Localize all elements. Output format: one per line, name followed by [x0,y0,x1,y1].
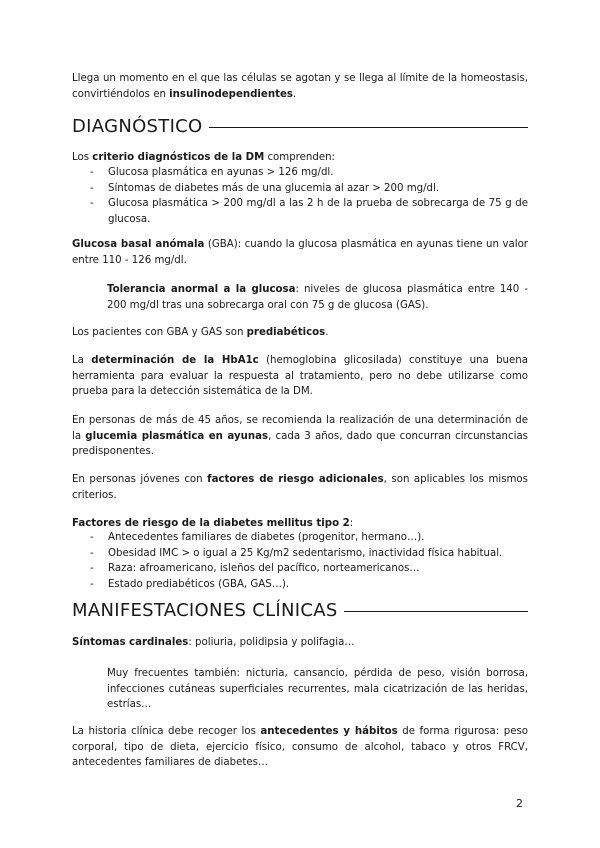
cardinales-paragraph [72,635,528,651]
bold-text: prediabéticos [246,327,326,338]
factores-list [90,530,528,592]
list-dash: - [90,578,94,590]
text: comprenden: [264,152,335,163]
text: La [72,355,92,366]
bold-text: criterio diagnósticos de la DM [92,152,265,163]
list-item-text: Glucosa plasmática en ayunas > 126 mg/dl. [108,167,334,178]
text: : niveles de glucosa plasmática entre 140 - 200 mg/dl tras una sobrecarga oral con 75 g de glucosa (GAS). [107,284,529,311]
page-number: 2 [516,797,523,810]
bold-text: antecedentes y hábitos [260,726,398,737]
text: de forma rigurosa: peso corporal, tipo de dieta, ejercicio físico, consumo de alcohol, tabaco y otros FRCV, antecedentes familiares de diabetes… [72,726,529,768]
text: En personas de más de 45 años, se recomienda la realización de una determinación de la [72,415,528,442]
list-item [90,196,528,227]
prediabeticos-paragraph [72,325,528,341]
bold-text: Glucosa basal anómala [72,239,205,250]
text: (hemoglobina glicosilada) constituye una buena herramienta para evaluar la respuesta al tratamiento, pero no debe utilizarse como prueba para la detección sistemática de la DM. [72,355,528,397]
text: : [349,518,354,529]
text: : poliuria, polidipsia y polifagia… [188,637,355,648]
list-item [90,181,528,197]
list-item [90,165,528,181]
list-item-text: Glucosa plasmática > 200 mg/dl a las 2 h de la prueba de sobrecarga de 75 g de glucosa. [108,198,528,225]
tag-paragraph [107,282,528,313]
list-item-text: Raza: afroamericano, isleños del pacífico, norteamericanos… [108,563,420,574]
criterios-list [90,165,528,227]
list-item [90,530,528,546]
list-item [90,577,528,593]
bold-text: factores de riesgo adicionales [207,474,384,485]
section-heading-manifestaciones [72,600,528,622]
intro-bold: insulinodependientes [169,88,293,100]
list-item-text: Antecedentes familiares de diabetes (progenitor, hermano…). [108,532,425,543]
heading-text: DIAGNÓSTICO [72,116,203,137]
intro-paragraph [72,71,528,102]
historia-paragraph [72,724,528,771]
list-dash: - [90,167,94,178]
list-item-text: Obesidad IMC > o igual a 25 Kg/m2 sedentarismo, inactividad física habitual. [108,547,503,559]
jovenes-paragraph [72,472,528,503]
intro-text: Llega un momento en el que las células se agotan y se llega al límite de la homeostasis, convirtiéndolos en [72,73,528,100]
list-dash: - [90,547,94,559]
section-heading-diagnostico [72,116,528,138]
text: (GBA): cuando la glucosa plasmática en ayunas tiene un valor entre 110 - 126 mg/dl. [72,239,528,266]
criterios-paragraph [72,150,528,166]
text: Los [72,152,93,163]
bold-text: Tolerancia anormal a la glucosa [107,284,296,295]
text: La historia clínica debe recoger los [72,726,261,737]
text: , son aplicables los mismos criterios. [72,474,528,501]
hba1c-paragraph [72,353,528,400]
list-dash: - [90,198,94,209]
text: En personas jóvenes con [72,474,208,485]
list-item [90,561,528,577]
heading-text: MANIFESTACIONES CLÍNICAS [72,600,338,621]
list-dash: - [90,532,94,543]
list-dash: - [90,182,94,194]
bold-text: glucemia plasmática en ayunas [85,430,269,442]
gba-paragraph [72,237,528,268]
heading-rule [209,127,528,128]
bold-text: Factores de riesgo de la diabetes mellitus tipo 2 [72,518,350,529]
list-item-text: Síntomas de diabetes más de una glucemia al azar > 200 mg/dl. [108,182,440,194]
bold-text: Síntomas cardinales [72,637,189,648]
list-item-text: Estado prediabéticos (GBA, GAS…). [108,578,290,590]
text: , cada 3 años, dado que concurran circunstancias predisponentes. [72,430,528,457]
bold-text: determinación de la HbA1c [91,355,259,366]
intro-text-end: . [292,88,297,100]
heading-rule [344,611,528,612]
mayores45-paragraph [72,413,528,460]
text: Los pacientes con GBA y GAS son [72,327,247,338]
frecuentes-paragraph: Muy frecuentes también: nicturia, cansancio, pérdida de peso, visión borrosa, infecciones cutáneas superficiales recurrentes, mala cicatrización de las heridas, estrías… [107,668,528,710]
list-item [90,546,528,562]
list-dash: - [90,563,94,574]
text: . [325,327,329,338]
